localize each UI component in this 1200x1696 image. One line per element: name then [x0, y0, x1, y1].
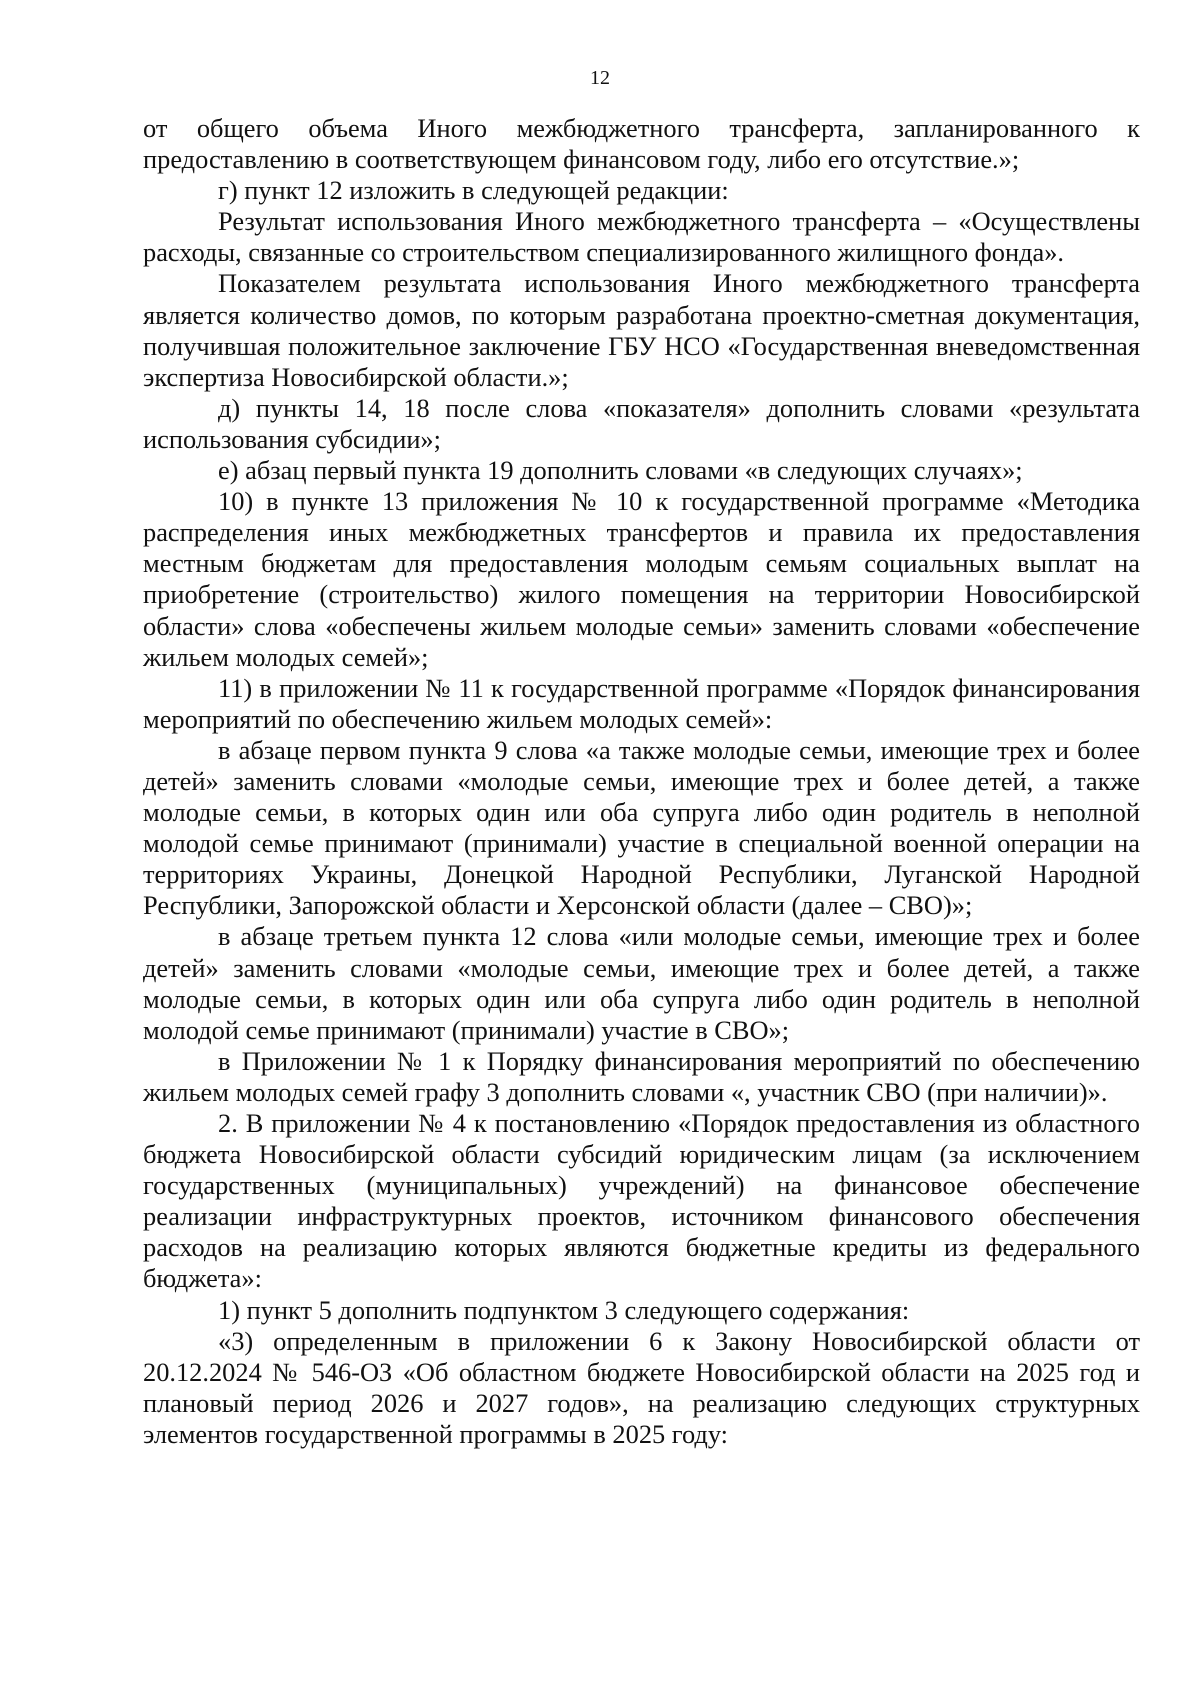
paragraph-item-g: г) пункт 12 изложить в следующей редакции: — [218, 175, 729, 206]
paragraph-item-11: 11) в приложении № 11 к государственной программе «Порядок финансирования мероприятий по обеспечению жильем молодых семей»: — [143, 672, 1140, 734]
paragraph-point-9-amendment: в абзаце первом пункта 9 слова «а также молодые семьи, имеющие трех и более детей» заменить словами «молодые семьи, имеющие трех и более детей, а также молодые семьи, в которых один или оба супруга либо один родитель в неполной молодой семье принимают (принимали) участие в специальной военной операции на территориях Украины, Донецкой Народной Республики, Луганской Народной Республики, Запорожской области и Херсонской области (далее – СВО)»; — [143, 734, 1140, 921]
paragraph-result-usage: Результат использования Иного межбюджетного трансферта – «Осуществлены расходы, связанные со строительством специализированного жилищного фонда». — [143, 206, 1140, 268]
paragraph-item-1: 1) пункт 5 дополнить подпунктом 3 следующего содержания: — [218, 1294, 910, 1325]
paragraph-result-indicator: Показателем результата использования Иного межбюджетного трансферта является количество домов, по которым разработана проектно-сметная документация, получившая положительное заключение ГБУ НСО «Государственная вневедомственная экспертиза Новосибирской области.»; — [143, 268, 1140, 392]
paragraph-point-12-amendment: в абзаце третьем пункта 12 слова «или молодые семьи, имеющие трех и более детей» заменить словами «молодые семьи, имеющие трех и более детей, а также молодые семьи, в которых один или оба супруга либо один родитель в неполной молодой семье принимают (принимали) участие в СВО»; — [143, 921, 1140, 1045]
paragraph-continuation: от общего объема Иного межбюджетного трансферта, запланированного к предоставлению в соответствующем финансовом году, либо его отсутствие.»; — [143, 113, 1140, 175]
paragraph-section-2: 2. В приложении № 4 к постановлению «Порядок предоставления из областного бюджета Новосибирской области субсидий юридическим лицам (за исключением государственных (муниципальных) учреждений) на финансовое обеспечение реализации инфраструктурных проектов, источником финансового обеспечения расходов на реализацию которых являются бюджетные кредиты из федерального бюджета»: — [143, 1108, 1140, 1294]
paragraph-item-e: е) абзац первый пункта 19 дополнить словами «в следующих случаях»; — [218, 455, 1023, 486]
paragraph-appendix-1-amendment: в Приложении № 1 к Порядку финансирования мероприятий по обеспечению жильем молодых семей графу 3 дополнить словами «, участник СВО (при наличии)». — [143, 1045, 1140, 1107]
paragraph-item-d: д) пункты 14, 18 после слова «показателя» дополнить словами «результата использования субсидии»; — [143, 392, 1140, 454]
paragraph-item-10: 10) в пункте 13 приложения № 10 к государственной программе «Методика распределения иных межбюджетных трансфертов и правила их предоставления местным бюджетам для предоставления молодым семьям социальных выплат на приобретение (строительство) жилого помещения на территории Новосибирской области» слова «обеспечены жильем молодые семьи» заменить словами «обеспечение жильем молодых семей»; — [143, 486, 1140, 672]
document-body — [143, 113, 1140, 1450]
page-number: 12 — [590, 67, 610, 89]
paragraph-subitem-3: «3) определенным в приложении 6 к Закону Новосибирской области от 20.12.2024 № 546-ОЗ «Об областном бюджете Новосибирской области на 2025 год и плановый период 2026 и 2027 годов», на реализацию следующих структурных элементов государственной программы в 2025 году: — [143, 1325, 1140, 1449]
